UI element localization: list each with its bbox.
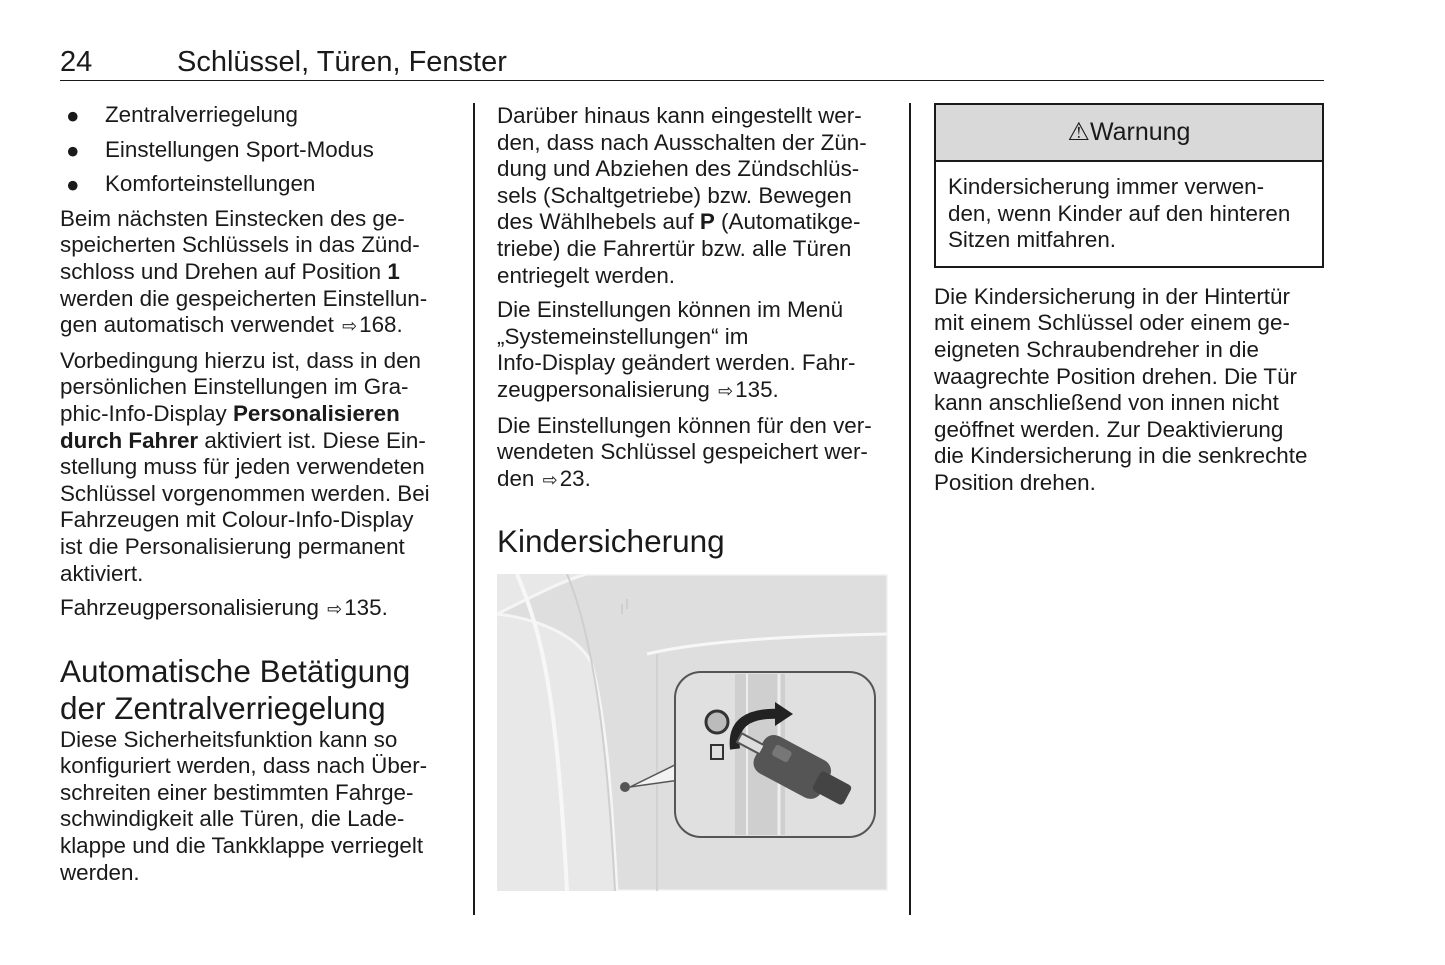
page-header (60, 44, 1324, 81)
paragraph-system-settings: Die Einstellungen können im Menü „Systemeinstellungen“ im Info-Display geändert werden. Fahr- zeugpersonalisierung ⇨135. (497, 297, 892, 404)
column-left (60, 100, 460, 894)
gear-position: P (699, 209, 715, 235)
warning-title: Warnung (1089, 118, 1191, 146)
column-divider-2 (909, 103, 911, 915)
menu-item-name: durch Fahrer (60, 427, 199, 453)
paragraph-child-lock-instructions: Die Kindersicherung in der Hintertür mit einem Schlüssel oder einem ge- eigneten Schraubendreher in die waagrechte Position drehen. Die Tür kann anschließend von innen nicht geöffnet werden. Zur Deaktivierung die Kindersicherung in die senkrechte Position drehen. (934, 283, 1308, 495)
paragraph-unlock-setting: Darüber hinaus kann eingestellt wer- den, dass nach Ausschalten der Zün- dung und Abziehen des Zündschlüs- sels (Schaltgetriebe) bzw. Bewegen des Wählhebels auf P (Automatikge- triebe) die Fahrertür bzw. alle Türen entriegelt werden. (497, 103, 867, 288)
paragraph-precondition: Vorbedingung hierzu ist, dass in den persönlichen Einstellungen im Gra- phic-Info-Display Personalisieren durch Fahrer aktiviert ist. Diese Ein- stellung muss für jeden verwendeten Schlüssel vorgenommen werden. Bei Fahrzeugen mit Colour-Info-Display ist die Personalisierung permanent aktiviert. (60, 347, 430, 586)
section-heading: Automatische Betätigung der Zentralverriegelung (60, 652, 411, 726)
list-item: ● Komforteinstellungen (66, 171, 316, 198)
column-divider-1 (473, 103, 475, 915)
page-reference[interactable]: 168. (359, 312, 403, 338)
reference-arrow-icon: ⇨ (327, 599, 343, 620)
list-item: ● Einstellungen Sport-Modus (66, 136, 374, 163)
page-reference[interactable]: 135. (735, 376, 779, 402)
bullet-icon: ● (66, 103, 80, 128)
paragraph-stored-key: Beim nächsten Einstecken des ge- speicherten Schlüssels in das Zünd- schloss und Drehen auf Position 1 werden die gespeicherten Einstellun- gen automatisch verwendet ⇨168. (60, 206, 460, 340)
menu-item-name: Personalisieren (232, 400, 400, 426)
child-lock-illustration (497, 574, 888, 891)
position-number: 1 (387, 258, 400, 284)
reference-arrow-icon: ⇨ (718, 380, 734, 401)
paragraph-auto-lock: Diese Sicherheitsfunktion kann so konfiguriert werden, dass nach Über- schreiten einer bestimmten Fahrge- schwindigkeit alle Türen, die Lade- klappe und die Tankklappe verriegelt werden. (60, 726, 428, 885)
bullet-icon: ● (66, 137, 80, 163)
reference-arrow-icon: ⇨ (342, 316, 358, 337)
paragraph-vehicle-personalization: Fahrzeugpersonalisierung ⇨135. (60, 595, 460, 623)
page-reference[interactable]: 23. (559, 465, 591, 491)
warning-box (934, 103, 1324, 268)
column-middle (497, 103, 892, 560)
list-item: ● Zentralverriegelung (66, 102, 298, 128)
warning-triangle-icon: ⚠ (1067, 118, 1090, 146)
chapter-title: Schlüssel, Türen, Fenster (177, 46, 507, 78)
bullet-icon: ● (66, 172, 80, 198)
paragraph-key-storage: Die Einstellungen können für den ver- wendeten Schlüssel gespeichert wer- den ⇨23. (497, 413, 892, 494)
reference-arrow-icon: ⇨ (542, 469, 558, 490)
column-right (934, 103, 1326, 505)
page-number: 24 (60, 46, 93, 78)
section-heading: Kindersicherung (497, 523, 725, 560)
warning-text: Kindersicherung immer verwen- den, wenn Kinder auf den hinteren Sitzen mitfahren. (948, 174, 1291, 253)
settings-bullet-list (60, 102, 460, 198)
page-reference[interactable]: 135. (344, 595, 388, 621)
warning-header (936, 105, 1322, 162)
